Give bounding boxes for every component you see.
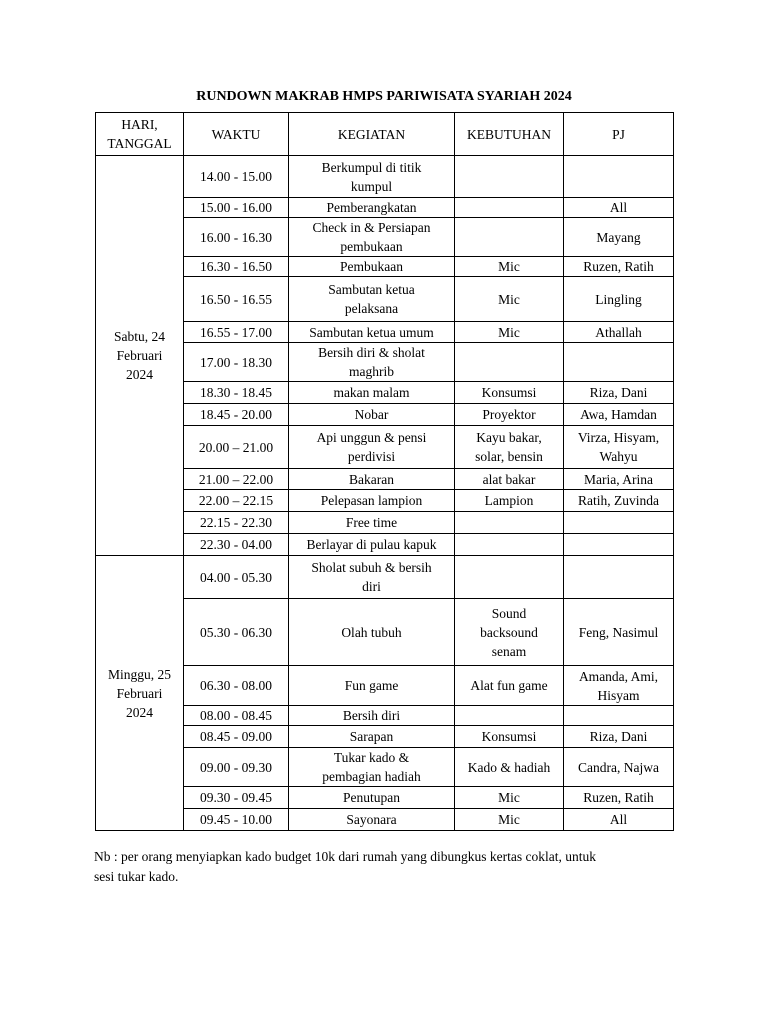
waktu-cell: 04.00 - 05.30 xyxy=(184,556,289,599)
table-header-row xyxy=(96,113,674,156)
kegiatan-cell xyxy=(289,809,455,831)
kegiatan-line: Berlayar di pulau kapuk xyxy=(306,537,437,552)
kebutuhan-cell xyxy=(455,706,564,726)
kegiatan-line: kumpul xyxy=(350,178,393,194)
table-body xyxy=(96,156,674,831)
kegiatan-cell xyxy=(289,469,455,490)
kebutuhan-line: Mic xyxy=(498,259,520,274)
pj-cell xyxy=(564,198,674,218)
kegiatan-line: pembagian hadiah xyxy=(322,769,421,784)
waktu-cell: 20.00 – 21.00 xyxy=(184,426,289,469)
kegiatan-cell xyxy=(289,218,455,257)
waktu-cell: 09.00 - 09.30 xyxy=(184,748,289,787)
hari-tanggal-line: Februari xyxy=(116,685,163,701)
rundown-table xyxy=(95,112,674,831)
kebutuhan-line: backsound xyxy=(480,624,538,640)
waktu-cell: 14.00 - 15.00 xyxy=(184,156,289,198)
waktu-cell: 18.30 - 18.45 xyxy=(184,382,289,404)
kebutuhan-cell xyxy=(455,599,564,666)
waktu-cell: 18.45 - 20.00 xyxy=(184,404,289,426)
pj-cell xyxy=(564,512,674,534)
kebutuhan-line: Konsumsi xyxy=(481,729,537,744)
waktu-cell: 09.45 - 10.00 xyxy=(184,809,289,831)
pj-cell xyxy=(564,534,674,556)
kegiatan-line: Penutupan xyxy=(343,790,400,805)
waktu-cell: 08.00 - 08.45 xyxy=(184,706,289,726)
kebutuhan-line: Kayu bakar, xyxy=(476,430,542,445)
kebutuhan-line: Mic xyxy=(498,812,520,827)
kebutuhan-cell xyxy=(455,469,564,490)
waktu-cell: 08.45 - 09.00 xyxy=(184,726,289,748)
header-hari-line: HARI, xyxy=(121,117,158,132)
pj-cell xyxy=(564,748,674,787)
kegiatan-line: Nobar xyxy=(354,407,389,422)
kebutuhan-line: Mic xyxy=(498,291,520,307)
kebutuhan-cell xyxy=(455,277,564,322)
kebutuhan-cell xyxy=(455,809,564,831)
kegiatan-cell xyxy=(289,726,455,748)
hari-tanggal-line: Minggu, 25 xyxy=(107,666,171,682)
pj-cell xyxy=(564,599,674,666)
kebutuhan-line: senam xyxy=(491,643,527,659)
kegiatan-cell xyxy=(289,343,455,382)
pj-line: Maria, Arina xyxy=(584,471,653,487)
table-row xyxy=(96,156,674,198)
pj-cell xyxy=(564,809,674,831)
kegiatan-line: Tukar kado & xyxy=(333,750,410,765)
pj-cell xyxy=(564,218,674,257)
kegiatan-cell xyxy=(289,426,455,469)
hari-tanggal-line: 2024 xyxy=(126,704,153,720)
pj-line: Athallah xyxy=(595,324,642,340)
waktu-cell: 22.00 – 22.15 xyxy=(184,490,289,512)
pj-cell xyxy=(564,382,674,404)
kebutuhan-line: Mic xyxy=(498,324,520,340)
pj-cell xyxy=(564,257,674,277)
pj-line: Feng, Nasimul xyxy=(578,624,659,640)
kegiatan-line: Olah tubuh xyxy=(341,624,402,640)
kegiatan-line: Berkumpul di titik xyxy=(321,159,422,175)
kebutuhan-cell xyxy=(455,666,564,706)
pj-cell xyxy=(564,556,674,599)
kegiatan-line: Bakaran xyxy=(349,471,394,487)
pj-cell xyxy=(564,666,674,706)
pj-line: Ruzen, Ratih xyxy=(583,790,654,805)
waktu-cell: 17.00 - 18.30 xyxy=(184,343,289,382)
waktu-cell: 09.30 - 09.45 xyxy=(184,787,289,809)
kebutuhan-line: Lampion xyxy=(484,493,534,508)
kebutuhan-line: solar, bensin xyxy=(475,449,543,464)
kegiatan-line: pembukaan xyxy=(340,239,403,254)
kegiatan-line: Bersih diri xyxy=(342,708,401,723)
kegiatan-cell xyxy=(289,277,455,322)
kebutuhan-cell xyxy=(455,726,564,748)
footnote-line: sesi tukar kado. xyxy=(94,868,179,884)
pj-cell xyxy=(564,322,674,343)
pj-cell xyxy=(564,469,674,490)
hari-tanggal-line: Februari xyxy=(116,348,163,363)
table-row xyxy=(96,556,674,599)
pj-line: Candra, Najwa xyxy=(578,759,659,775)
pj-line: Mayang xyxy=(596,229,641,245)
waktu-cell: 05.30 - 06.30 xyxy=(184,599,289,666)
kegiatan-cell xyxy=(289,706,455,726)
pj-cell xyxy=(564,706,674,726)
pj-line: Riza, Dani xyxy=(589,385,648,400)
pj-cell xyxy=(564,404,674,426)
kegiatan-cell xyxy=(289,787,455,809)
kebutuhan-cell xyxy=(455,512,564,534)
kegiatan-cell xyxy=(289,666,455,706)
kebutuhan-cell xyxy=(455,787,564,809)
kegiatan-cell xyxy=(289,156,455,198)
kebutuhan-line: Proyektor xyxy=(482,407,536,422)
pj-line: Wahyu xyxy=(599,449,638,464)
kegiatan-line: maghrib xyxy=(349,364,394,379)
kebutuhan-cell xyxy=(455,556,564,599)
kegiatan-cell xyxy=(289,257,455,277)
kegiatan-line: Sholat subuh & bersih xyxy=(311,560,432,575)
kebutuhan-cell xyxy=(455,322,564,343)
hari-tanggal-line: 2024 xyxy=(126,367,153,382)
kegiatan-line: Pembukaan xyxy=(340,259,403,274)
kegiatan-line: Pemberangkatan xyxy=(326,200,417,215)
kebutuhan-line: Konsumsi xyxy=(481,385,537,400)
waktu-cell: 16.50 - 16.55 xyxy=(184,277,289,322)
pj-line: Awa, Hamdan xyxy=(580,407,657,422)
waktu-cell: 22.30 - 04.00 xyxy=(184,534,289,556)
waktu-cell: 16.55 - 17.00 xyxy=(184,322,289,343)
header-hari-tanggal xyxy=(96,113,184,156)
pj-line: All xyxy=(609,812,628,827)
kegiatan-line: Sarapan xyxy=(349,729,394,744)
kegiatan-line: Api unggun & pensi xyxy=(316,430,427,445)
header-waktu: WAKTU xyxy=(184,113,289,156)
kebutuhan-cell xyxy=(455,426,564,469)
kegiatan-line: Sambutan ketua umum xyxy=(309,324,434,340)
kegiatan-cell xyxy=(289,512,455,534)
waktu-cell: 16.30 - 16.50 xyxy=(184,257,289,277)
header-kebutuhan: KEBUTUHAN xyxy=(455,113,564,156)
kegiatan-line: Check in & Persiapan xyxy=(312,220,431,235)
header-pj: PJ xyxy=(564,113,674,156)
footnote xyxy=(94,847,684,886)
kegiatan-line: Sayonara xyxy=(346,812,397,827)
pj-line: Lingling xyxy=(595,291,642,307)
kebutuhan-line: Mic xyxy=(498,790,520,805)
kebutuhan-cell xyxy=(455,490,564,512)
document-title: RUNDOWN MAKRAB HMPS PARIWISATA SYARIAH 2024 xyxy=(196,89,572,104)
kebutuhan-cell xyxy=(455,257,564,277)
kebutuhan-cell xyxy=(455,218,564,257)
kegiatan-cell xyxy=(289,404,455,426)
kegiatan-line: Sambutan ketua xyxy=(328,282,415,297)
pj-line: Amanda, Ami, xyxy=(578,668,659,684)
pj-cell xyxy=(564,726,674,748)
kebutuhan-line: Alat fun game xyxy=(470,678,548,693)
hari-tanggal-line: Sabtu, 24 xyxy=(113,329,165,344)
hari-tanggal-cell xyxy=(96,556,184,831)
pj-line: Ruzen, Ratih xyxy=(583,259,654,274)
kegiatan-cell xyxy=(289,198,455,218)
kegiatan-cell xyxy=(289,748,455,787)
kegiatan-cell xyxy=(289,556,455,599)
kegiatan-line: Bersih diri & sholat xyxy=(318,345,425,360)
kebutuhan-cell xyxy=(455,156,564,198)
kebutuhan-line: alat bakar xyxy=(482,471,536,487)
pj-cell xyxy=(564,156,674,198)
kebutuhan-cell xyxy=(455,382,564,404)
pj-cell xyxy=(564,787,674,809)
kegiatan-line: makan malam xyxy=(333,385,410,400)
pj-cell xyxy=(564,343,674,382)
kebutuhan-line: Sound xyxy=(491,605,527,621)
pj-line: Ratih, Zuvinda xyxy=(578,493,659,508)
waktu-cell: 15.00 - 16.00 xyxy=(184,198,289,218)
kebutuhan-cell xyxy=(455,534,564,556)
hari-tanggal-cell xyxy=(96,156,184,556)
header-kegiatan: KEGIATAN xyxy=(289,113,455,156)
kegiatan-line: diri xyxy=(362,579,381,594)
kebutuhan-cell xyxy=(455,748,564,787)
pj-cell xyxy=(564,490,674,512)
waktu-cell: 16.00 - 16.30 xyxy=(184,218,289,257)
kegiatan-line: Fun game xyxy=(344,678,399,693)
kegiatan-cell xyxy=(289,322,455,343)
waktu-cell: 22.15 - 22.30 xyxy=(184,512,289,534)
pj-line: Hisyam xyxy=(597,687,640,703)
pj-cell xyxy=(564,277,674,322)
pj-line: Virza, Hisyam, xyxy=(577,430,660,445)
header-tanggal-line: TANGGAL xyxy=(107,136,172,151)
pj-cell xyxy=(564,426,674,469)
kebutuhan-cell xyxy=(455,404,564,426)
kegiatan-cell xyxy=(289,599,455,666)
kegiatan-line: pelaksana xyxy=(344,301,399,316)
kegiatan-line: Free time xyxy=(345,515,398,530)
waktu-cell: 06.30 - 08.00 xyxy=(184,666,289,706)
kegiatan-cell xyxy=(289,534,455,556)
kebutuhan-cell xyxy=(455,343,564,382)
footnote-line: Nb : per orang menyiapkan kado budget 10k dari rumah yang dibungkus kertas coklat, untuk xyxy=(94,849,597,864)
kegiatan-cell xyxy=(289,382,455,404)
kebutuhan-cell xyxy=(455,198,564,218)
pj-line: Riza, Dani xyxy=(589,729,648,744)
waktu-cell: 21.00 – 22.00 xyxy=(184,469,289,490)
kebutuhan-line: Kado & hadiah xyxy=(467,759,551,775)
kegiatan-line: perdivisi xyxy=(347,449,396,464)
pj-line: All xyxy=(609,200,628,215)
kegiatan-line: Pelepasan lampion xyxy=(320,493,423,508)
kegiatan-cell xyxy=(289,490,455,512)
